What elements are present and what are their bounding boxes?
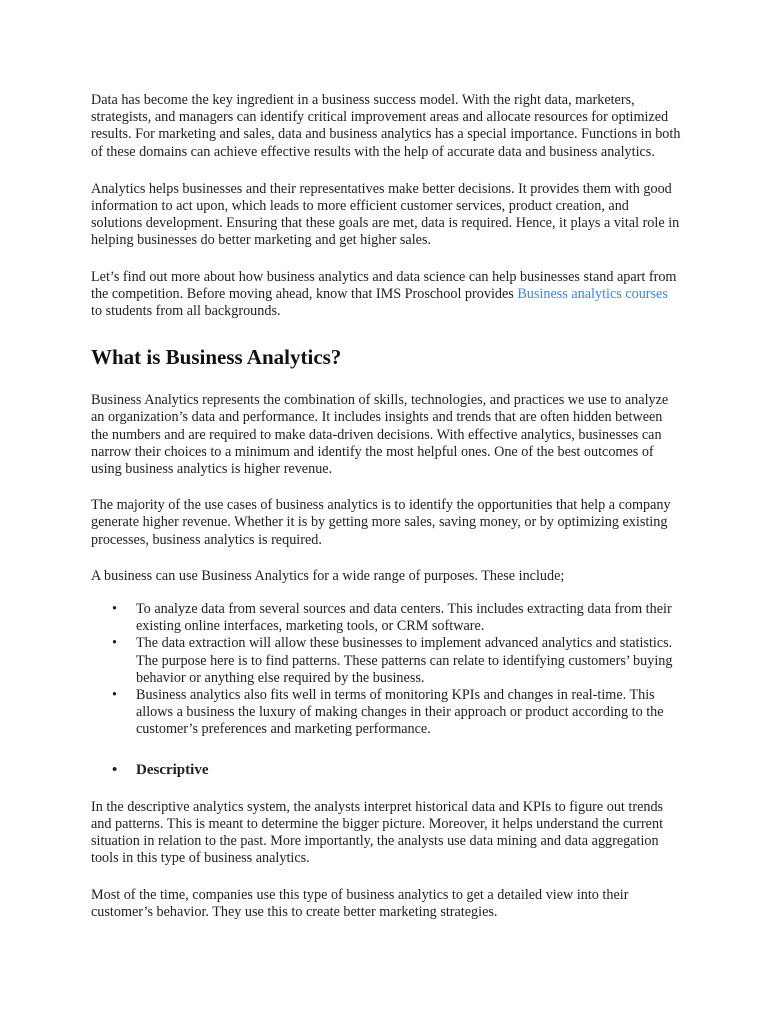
intro-paragraph-2: Analytics helps businesses and their representatives make better decisions. It provides them with good information to act upon, which leads to more efficient customer services, product creation, and solutions development. Ensuring that these goals are met, data is required. Hence, it plays a vital role in helping businesses do better marketing and get higher sales. [91, 180, 680, 249]
bullet-icon: • [112, 687, 117, 704]
list-item-text: The data extraction will allow these businesses to implement advanced analytics and statistics. The purpose here is to find patterns. These patterns can relate to identifying customers’ buying behavior or anything else required by the business. [136, 635, 673, 686]
list-item-text: Business analytics also fits well in terms of monitoring KPIs and changes in real-time. This allows a business the luxury of making changes in their approach or product according to the customer’s preferences and marketing performance. [136, 687, 664, 738]
intro-paragraph-3-text-before: Let’s find out more about how business analytics and data science can help businesses stand apart from the competition. Before moving ahead, know that IMS Proschool provides [91, 268, 677, 302]
descriptive-paragraph-1: In the descriptive analytics system, the analysts interpret historical data and KPIs to figure out trends and patterns. This is meant to determine the bigger picture. Moreover, it helps understand the current situation in relation to the past. More importantly, the analysts use data mining and data aggregation tools in this type of business analytics. [91, 798, 664, 867]
purposes-list [91, 601, 681, 739]
section-heading: What is Business Analytics? [91, 345, 342, 370]
descriptive-paragraph-2: Most of the time, companies use this type of business analytics to get a detailed view into their customer’s behavior. They use this to create better marketing strategies. [91, 886, 629, 920]
document-page [91, 92, 681, 921]
list-item-text: To analyze data from several sources and data centers. This includes extracting data from their existing online interfaces, marketing tools, or CRM software. [136, 601, 672, 635]
section-paragraph-2: The majority of the use cases of business analytics is to identify the opportunities that help a company generate higher revenue. Whether it is by getting more sales, saving money, or by optimizing existing processes, business analytics is required. [91, 497, 671, 548]
intro-paragraph-3-text-after: to students from all backgrounds. [91, 303, 281, 320]
descriptive-heading: Descriptive [136, 761, 209, 778]
intro-paragraph-3 [91, 269, 681, 321]
list-item [112, 687, 681, 739]
section-paragraph-3: A business can use Business Analytics for a wide range of purposes. These include; [91, 567, 565, 584]
bullet-icon: • [112, 761, 118, 778]
section-paragraph-1: Business Analytics represents the combination of skills, technologies, and practices we use to analyze an organization’s data and performance. It includes insights and trends that are often hidden between the numbers and are required to make data-driven decisions. With effective analytics, businesses can narrow their choices to a minimum and identify the most helpful ones. One of the best outcomes of using business analytics is higher revenue. [91, 392, 669, 478]
bullet-icon: • [112, 635, 117, 652]
business-analytics-courses-link[interactable]: Business analytics courses [517, 285, 668, 302]
intro-paragraph-1: Data has become the key ingredient in a business success model. With the right data, marketers, strategists, and managers can identify critical improvement areas and allocate resources for optimized results. For marketing and sales, data and business analytics has a special importance. Functions in both of these domains can achieve effective results with the help of accurate data and business analytics. [91, 92, 681, 160]
list-item [112, 635, 681, 687]
subsection-list [91, 761, 681, 779]
list-item [112, 601, 681, 635]
bullet-icon: • [112, 601, 117, 618]
subsection-heading [112, 761, 681, 779]
